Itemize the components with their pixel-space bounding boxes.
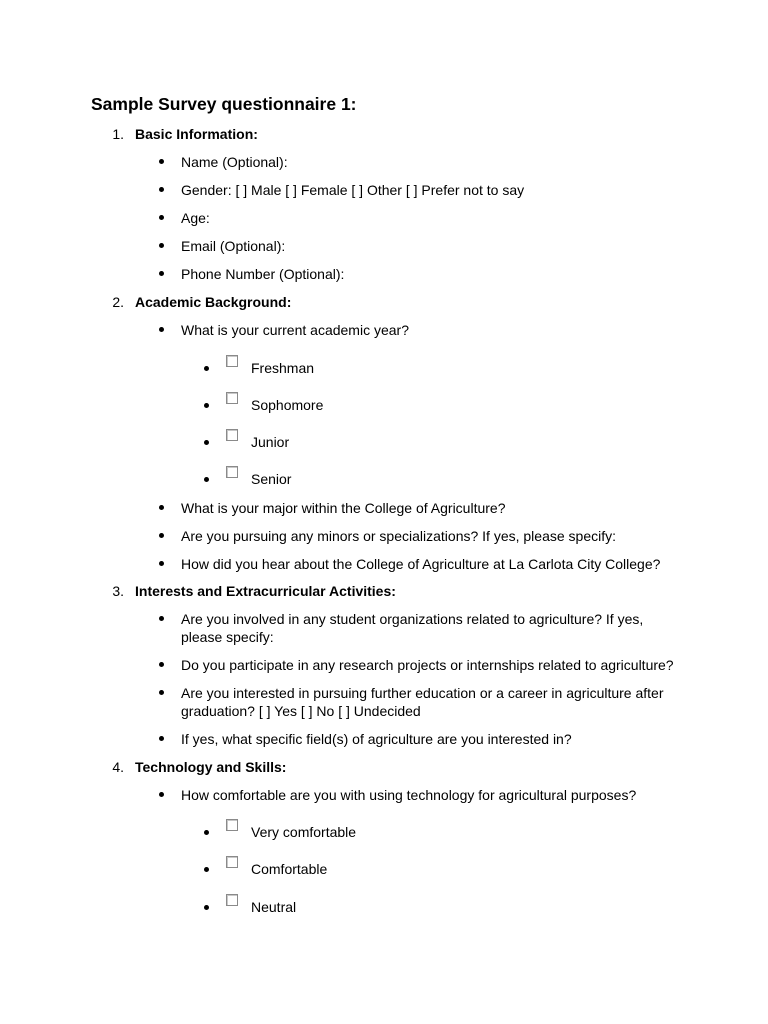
bullet [204, 366, 209, 371]
question-text: Phone Number (Optional): [181, 266, 345, 282]
checkbox-comfortable[interactable] [226, 856, 238, 868]
bullet [204, 440, 209, 445]
checkbox-senior[interactable] [226, 466, 238, 478]
bullet [159, 736, 164, 741]
bullet [204, 905, 209, 910]
bullet [159, 243, 164, 248]
section-heading: Academic Background: [135, 294, 292, 310]
question-text: Are you interested in pursuing further education or a career in agriculture after [181, 685, 664, 701]
section-number: 3. [112, 583, 124, 599]
bullet [159, 792, 164, 797]
checkbox-sophomore[interactable] [226, 392, 238, 404]
section-heading: Technology and Skills: [135, 759, 287, 775]
bullet [159, 327, 164, 332]
question-text: Email (Optional): [181, 238, 286, 254]
question-text: Name (Optional): [181, 154, 288, 170]
question-text: What is your current academic year? [181, 322, 409, 338]
question-text: If yes, what specific field(s) of agriculture are you interested in? [181, 731, 572, 747]
section-heading: Interests and Extracurricular Activities: [135, 583, 396, 599]
option-label: Senior [251, 471, 292, 487]
bullet [204, 867, 209, 872]
bullet [159, 159, 164, 164]
section-heading: Basic Information: [135, 126, 258, 142]
bullet [159, 662, 164, 667]
question-text-continued: graduation? [ ] Yes [ ] No [ ] Undecided [181, 703, 421, 719]
bullet [204, 830, 209, 835]
question-text: Gender: [ ] Male [ ] Female [ ] Other [ ] Prefer not to say [181, 182, 525, 198]
section-number: 4. [112, 759, 124, 775]
bullet [159, 505, 164, 510]
checkbox-neutral[interactable] [226, 894, 238, 906]
option-label: Neutral [251, 899, 297, 915]
checkbox-very-comfortable[interactable] [226, 819, 238, 831]
bullet [204, 403, 209, 408]
section-number: 2. [112, 294, 124, 310]
option-label: Junior [251, 434, 290, 450]
question-text: How comfortable are you with using technology for agricultural purposes? [181, 787, 637, 803]
checkbox-junior[interactable] [226, 429, 238, 441]
question-text-continued: please specify: [181, 629, 274, 645]
bullet [159, 271, 164, 276]
question-text: Do you participate in any research projects or internships related to agriculture? [181, 657, 674, 673]
bullet [159, 561, 164, 566]
option-label: Sophomore [251, 397, 324, 413]
section-number: 1. [112, 126, 124, 142]
bullet [159, 690, 164, 695]
bullet [159, 533, 164, 538]
option-label: Comfortable [251, 861, 328, 877]
document-title: Sample Survey questionnaire 1: [91, 94, 357, 114]
bullet [159, 616, 164, 621]
question-text: Are you pursuing any minors or specializations? If yes, please specify: [181, 528, 616, 544]
question-text: Are you involved in any student organizations related to agriculture? If yes, [181, 611, 644, 627]
bullet [204, 477, 209, 482]
question-text: How did you hear about the College of Agriculture at La Carlota City College? [181, 556, 661, 572]
option-label: Freshman [251, 360, 315, 376]
question-text: What is your major within the College of Agriculture? [181, 500, 506, 516]
bullet [159, 215, 164, 220]
question-text: Age: [181, 210, 210, 226]
checkbox-freshman[interactable] [226, 355, 238, 367]
option-label: Very comfortable [251, 824, 357, 840]
bullet [159, 187, 164, 192]
